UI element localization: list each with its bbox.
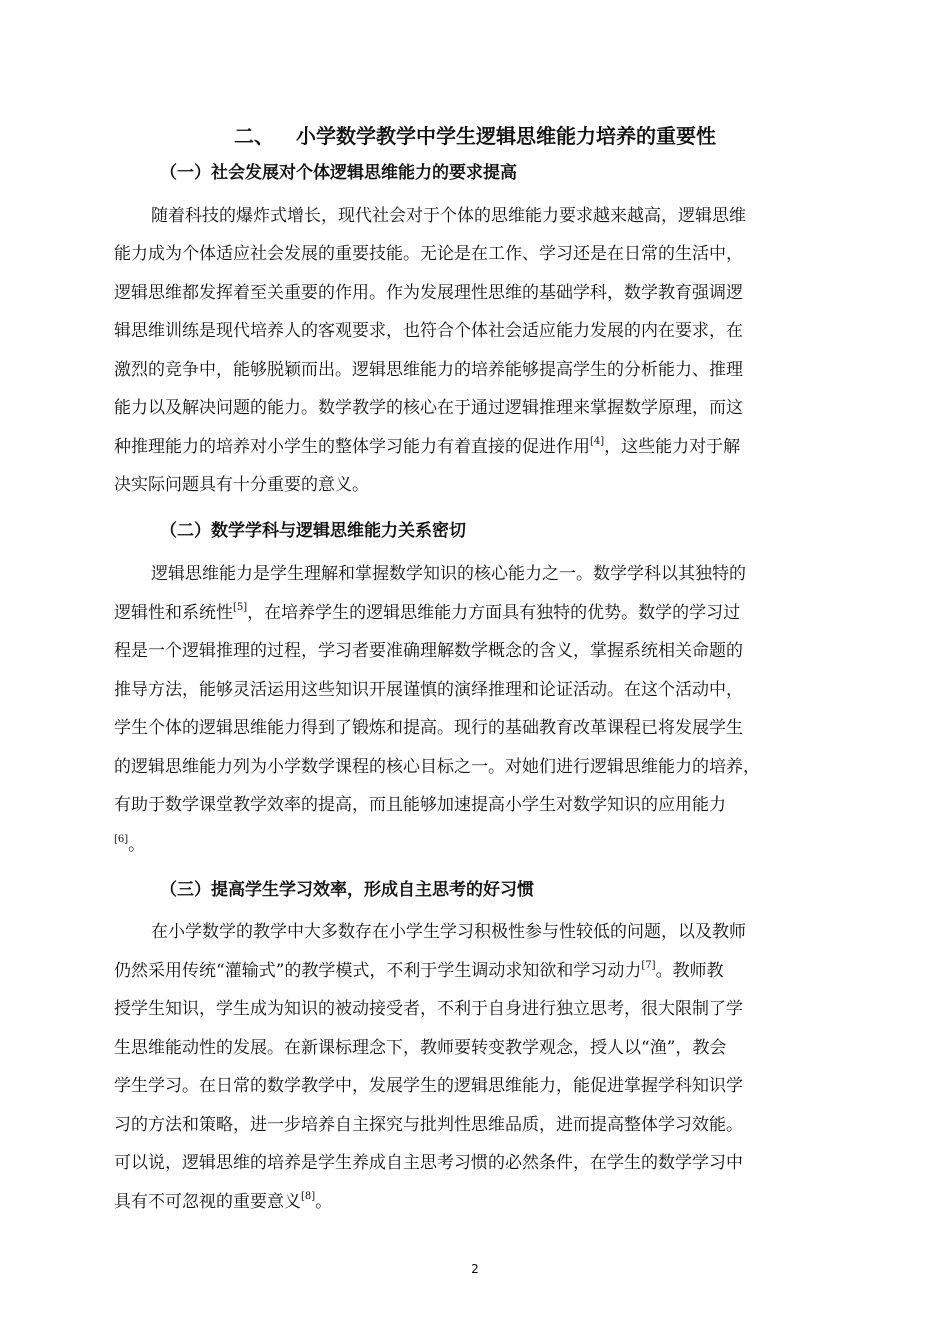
paragraph-line: 逻辑思维能力是学生理解和掌握数学知识的核心能力之一。数学学科以其独特的: [151, 564, 746, 584]
citation-ref: [6]: [114, 834, 129, 845]
subsection-heading-3: （三）提高学生学习效率，形成自主思考的好习惯: [160, 880, 534, 900]
text-segment: 仍然采用传统“灌输式”的教学模式，不利于学生调动求知欲和学习动力: [114, 961, 642, 981]
citation-ref: [5]: [233, 602, 248, 613]
subsection-heading-1: （一）社会发展对个体逻辑思维能力的要求提高: [160, 163, 517, 183]
text-segment: ，这些能力对于解: [604, 437, 741, 457]
section-number: 二、: [234, 124, 274, 148]
text-segment: 逻辑性和系统性: [114, 603, 233, 623]
paragraph-line: 激烈的竞争中，能够脱颖而出。逻辑思维能力的培养能够提高学生的分析能力、推理: [114, 360, 743, 380]
paragraph-line: 在小学数学的教学中大多数存在小学生学习积极性参与性较低的问题，以及教师: [151, 922, 746, 942]
paragraph-line: 授学生知识，学生成为知识的被动接受者，不利于自身进行独立思考，很大限制了学: [114, 999, 743, 1019]
paragraph-line: 学生个体的逻辑思维能力得到了锻炼和提高。现行的基础教育改革课程已将发展学生: [114, 718, 743, 738]
citation-ref: [7]: [641, 960, 656, 971]
subsection-heading-2: （二）数学学科与逻辑思维能力关系密切: [160, 521, 466, 541]
paragraph-line: 推导方法，能够灵活运用这些知识开展谨慎的演绎推理和论证活动。在这个活动中，: [114, 680, 743, 700]
paragraph-line: [114, 600, 740, 626]
text-segment: 具有不可忽视的重要意义: [114, 1192, 301, 1212]
paragraph-line: 辑思维训练是现代培养人的客观要求，也符合个体社会适应能力发展的内在要求，在: [114, 321, 743, 341]
paragraph-line: [114, 832, 145, 858]
text-segment: ，在培养学生的逻辑思维能力方面具有独特的优势。数学的学习过: [247, 603, 741, 623]
paragraph-line: 习的方法和策略，进一步培养自主探究与批判性思维品质，进而提高整体学习效能。: [114, 1115, 743, 1135]
paragraph-line: [114, 1189, 332, 1215]
paragraph-line: 随着科技的爆炸式增长，现代社会对于个体的思维能力要求越来越高，逻辑思维: [151, 206, 746, 226]
citation-ref: [4]: [590, 436, 605, 447]
page-number: 2: [471, 1262, 479, 1276]
paragraph-line: 有助于数学课堂教学效率的提高，而且能够加速提高小学生对数学知识的应用能力: [114, 795, 726, 815]
citation-ref: [8]: [301, 1191, 316, 1202]
paragraph-line: 逻辑思维都发挥着至关重要的作用。作为发展理性思维的基础学科，数学教育强调逻: [114, 283, 743, 303]
paragraph-line: 生思维能动性的发展。在新课标理念下，教师要转变教学观念，授人以“渔”，教会: [114, 1038, 727, 1058]
text-segment: 。教师教: [655, 961, 724, 981]
paragraph-line: 学生学习。在日常的数学教学中，发展学生的逻辑思维能力，能促进掌握学科知识学: [114, 1076, 743, 1096]
section-title-text: 小学数学教学中学生逻辑思维能力培养的重要性: [296, 124, 716, 148]
paragraph-line: [114, 958, 724, 984]
text-segment: 。: [128, 835, 146, 855]
text-segment: 。: [315, 1192, 333, 1212]
paragraph-line: 能力成为个体适应社会发展的重要技能。无论是在工作、学习还是在日常的生活中，: [114, 244, 743, 264]
paragraph-line: 决实际问题具有十分重要的意义。: [114, 475, 369, 495]
paragraph-line: 能力以及解决问题的能力。数学教学的核心在于通过逻辑推理来掌握数学原理，而这: [114, 398, 743, 418]
text-segment: 种推理能力的培养对小学生的整体学习能力有着直接的促进作用: [114, 437, 590, 457]
paragraph-line: 的逻辑思维能力列为小学数学课程的核心目标之一。对她们进行逻辑思维能力的培养，: [114, 757, 760, 777]
paragraph-line: 程是一个逻辑推理的过程，学习者要准确理解数学概念的含义，掌握系统相关命题的: [114, 641, 743, 661]
paragraph-line: [114, 434, 740, 460]
paragraph-line: 可以说，逻辑思维的培养是学生养成自主思考习惯的必然条件，在学生的数学学习中: [114, 1153, 743, 1173]
section-title: [0, 122, 950, 150]
